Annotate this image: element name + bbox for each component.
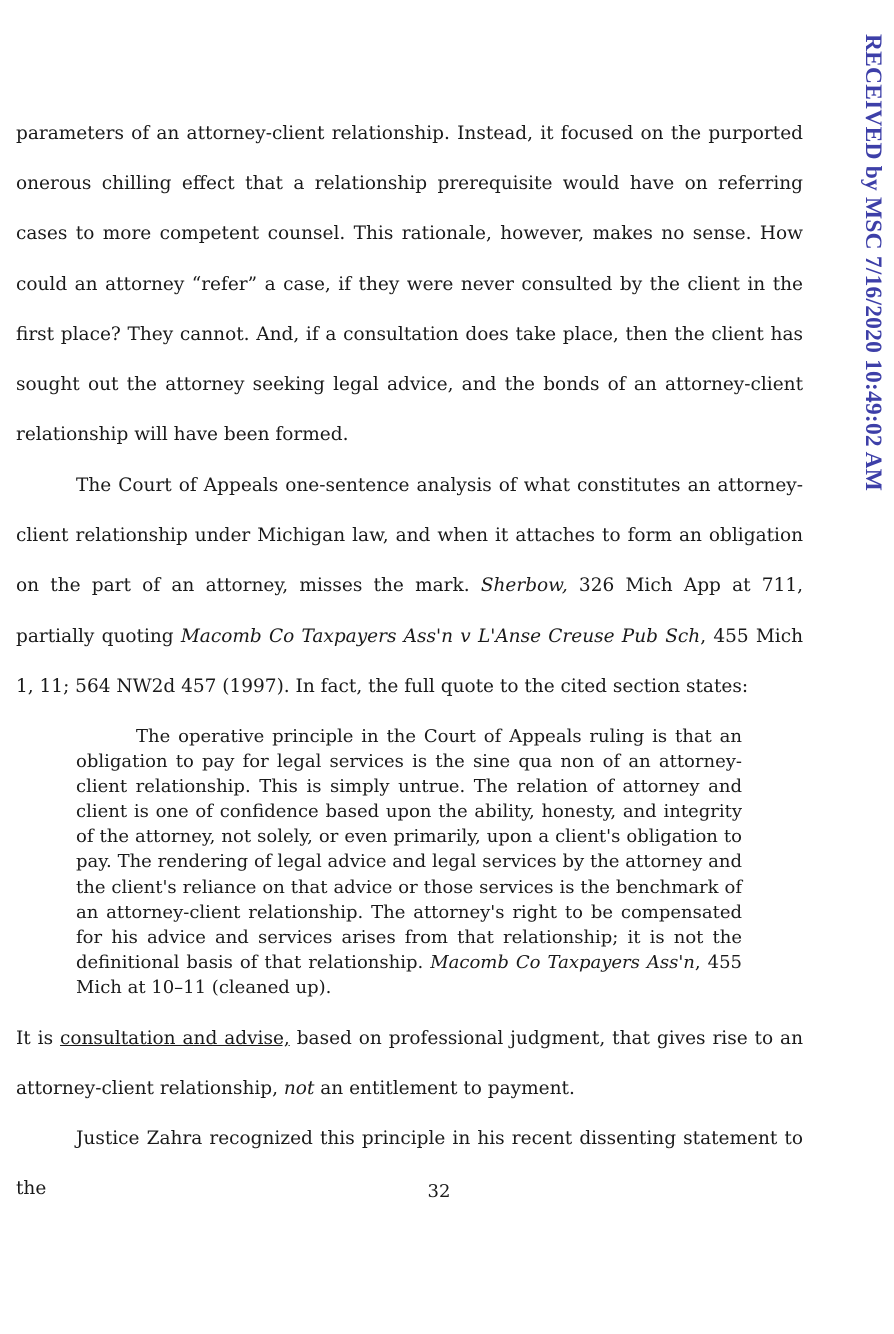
block-quote (76, 724, 742, 1000)
paragraph3-text-part3: an entitlement to payment. (314, 1078, 575, 1100)
emphasis-not: not (283, 1078, 315, 1100)
block-quote-text: The operative principle in the Court of Appeals ruling is that an obligation to pay for legal services is the sine qua non of an attorney-client relationship. This is simply untrue. The relation of attorney and client is one of confidence based upon the ability, honesty, and integrity of the attorney, not solely, or even primarily, upon a client's obligation to pay. The rendering of legal advice and legal services by the attorney and the client's reliance on that advice or those services is the benchmark of an attorney-client relationship. The attorney's right to be compensated for his advice and services arises from that relationship; it is not the definitional basis of that relationship. (76, 726, 742, 973)
quote-citation-case: Macomb Co Taxpayers Ass'n (430, 951, 695, 973)
paragraph3-text-part2: based on professional judgment, that gives rise to an attorney-client relationship, (16, 1028, 803, 1100)
paragraph3-text-part1: It is (16, 1028, 60, 1049)
paragraph-court-of-appeals-analysis (16, 461, 803, 712)
quote-citation-rest: , 455 Mich at 10–11 (cleaned up). (76, 951, 742, 998)
paragraph-chilling-effect-text: parameters of an attorney-client relationship. Instead, it focused on the purported onerous chilling effect that a relationship prerequisite would have on referring cases to more competent counsel. This rationale, however, makes no sense. How could an attorney “refer” a case, if they were never consulted by the client in the first place? They cannot. And, if a consultation does take place, then the client has sought out the attorney seeking legal advice, and the bonds of an attorney-client relationship will have been formed. (16, 123, 803, 446)
underlined-phrase: consultation and advise, (59, 1028, 290, 1049)
paragraph-chilling-effect (16, 109, 803, 460)
received-stamp: RECEIVED by MSC 7/16/2020 10:49:02 AM (860, 34, 886, 492)
paragraph2-text-part1: The Court of Appeals one-sentence analysis of what constitutes an attorney-client relationship under Michigan law, and when it attaches to form an obligation on the part of an attorney, misses the mark. (16, 475, 803, 597)
paragraph2-text-part2: 326 Mich App at 711, partially quoting (16, 575, 803, 647)
paragraph2-text-part3: , 455 Mich 1, 11; 564 NW2d 457 (1997). In fact, the full quote to the cited section states: (16, 625, 803, 697)
case-citation-macomb: Macomb Co Taxpayers Ass'n v L'Anse Creuse Pub Sch (180, 625, 701, 647)
paragraph4-text: Justice Zahra recognized this principle in his recent dissenting statement to the (16, 1128, 803, 1200)
page-number: 32 (427, 1181, 451, 1202)
case-citation-sherbow: Sherbow, (480, 575, 568, 597)
paragraph-consultation-and-advise (16, 1014, 803, 1114)
